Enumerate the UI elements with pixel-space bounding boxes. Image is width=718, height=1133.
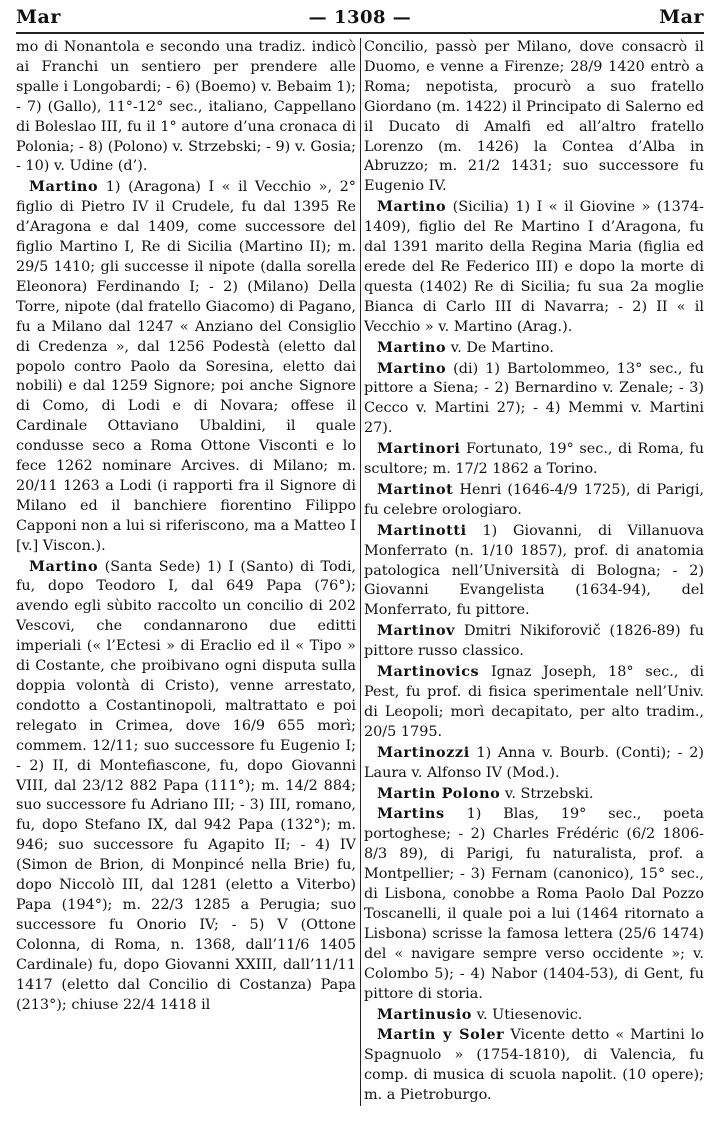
headword: Martinotti <box>376 521 467 539</box>
headword: Martin Polono <box>376 784 501 802</box>
entry-martinotti: Martinotti 1) Giovanni, di Villanuova Monferrato (n. 1/10 1857), prof. di anatomia patologica nell’Università di Bologna; - 2) Giovanni Evangelista (1634-94), del Monferrato, fu pittore. <box>364 521 704 619</box>
entry-martins: Martins 1) Blas, 19° sec., poeta portoghese; - 2) Charles Frédéric (6/2 1806-8/3 89), di Parigi, fu naturalista, prof. a Montpellier; - 3) Fernam (canonico), 15° sec., di Lisbona, conobbe a Roma Paolo Dal Pozzo Toscanelli, il quale poi a lui (1464 ritornato a Lisbona) scrisse la famosa lettera (25/6 1474) del « navigare sempre verso occidente »; v. Colombo 5); - 4) Nabor (1404-53), di Gent, fu pittore di storia. <box>364 805 704 1002</box>
headword: Martinori <box>376 440 461 458</box>
header-rule <box>16 32 704 34</box>
entry-martinusio: Martinusio v. Utiesenovic. <box>376 1005 583 1023</box>
entry-martinov: Martinov Dmitri Nikiforovič (1826-89) fu pittore russo classico. <box>364 622 704 660</box>
entry-continuation: mo di Nonantola e secondo una tradiz. indicò ai Franchi un sentiero per prendere alle spalle i Longobardi; - 6) (Boemo) v. Bebaim 1); - 7) (Gallo), 11°-12° sec., italiano, Cappellano di Boleslao III, fu il 1° autore d’una cronaca di Polonia; - 8) (Polono) v. Strzebski; - 9) v. Gosia; - 10) v. Udine (d’). <box>16 39 356 175</box>
headword: Martino <box>28 557 99 575</box>
entry-martino-de: Martino v. De Martino. <box>376 338 554 356</box>
headword: Martinov <box>376 622 456 640</box>
headword: Martino <box>376 338 447 356</box>
entry-martino-sicilia: Martino (Sicilia) 1) I « il Giovine » (1374-1409), figlio del Re Martino I d’Aragona, fu dal 1391 marito della Regina Maria (figlia ed erede del Re Federico III) e dopo la morte di questa (1402) Re di Sicilia; fu sua 2a moglie Bianca di Carlo III di Navarra; - 2) II « il Vecchio » v. Martino (Arag.). <box>364 198 704 335</box>
page-number: — 1308 — <box>308 6 412 28</box>
entry-martinori: Martinori Fortunato, 19° sec., di Roma, fu scultore; m. 17/2 1862 a Torino. <box>364 440 704 478</box>
text-columns <box>16 38 704 1106</box>
left-column <box>16 38 356 1106</box>
entry-martino-aragona: Martino 1) (Aragona) I « il Vecchio », 2° figlio di Pietro IV il Crudele, fu dal 1395 Re d’Aragona e dal 1409, come successore del figlio Martino I, Re di Sicilia (Martino II); m. 29/5 1410; gli successe il nipote (dalla sorella Eleonora) Ferdinando I; - 2) (Milano) Della Torre, nipote (dal fratello Giacomo) di Pagano, fu a Milano dal 1247 « Anziano del Consiglio di Credenza », dal 1256 Podestà (eletto dal popolo contro Paolo da Soresina, eletto dai nobili) e dal 1259 Signore; poi anche Signore di Como, di Lodi e di Novara; offese il Cardinale Ottaviano Ubaldini, il quale condusse seco a Roma Ottone Visconti e lo fece 1262 nominare Arcives. di Milano; m. 20/11 1263 a Lodi (i rapporti fra il Signore di Milano ed il banchiere fiorentino Filippo Capponi non a lui si riferiscono, ma a Matteo I [v.] Viscon.). <box>16 178 356 554</box>
entry-continuation: Concilio, passò per Milano, dove consacrò il Duomo, e venne a Firenze; 28/9 1420 entrò a Roma; nepotista, procurò a suo fratello Giordano (m. 1422) il Principato di Salerno ed il Ducato di Amalfi ed all’altro fratello Lorenzo (m. 1426) la Contea d’Alba in Abruzzo; m. 21/2 1431; suo successore fu Eugenio IV. <box>364 39 704 195</box>
entry-martin-polono: Martin Polono v. Strzebski. <box>376 784 594 802</box>
column-divider <box>360 38 361 1106</box>
running-head-left: Mar <box>16 6 61 28</box>
headword: Martino <box>376 198 447 216</box>
right-column <box>364 38 704 1106</box>
entry-martinot: Martinot Henri (1646-4/9 1725), di Parigi, fu celebre orologiaro. <box>364 480 704 518</box>
entry-martino-di: Martino (di) 1) Bartolommeo, 13° sec., fu pittore a Siena; - 2) Bernardino v. Zenale; - 3) Cecco v. Martini 27); - 4) Memmi v. Martini 27). <box>364 359 704 437</box>
headword: Martinusio <box>376 1005 472 1023</box>
headword: Martinot <box>376 480 454 498</box>
headword: Martins <box>376 805 445 823</box>
entry-martino-santa-sede: Martino (Santa Sede) 1) I (Santo) di Todi, fu, dopo Teodoro I, dal 649 Papa (76°); avendo egli sùbito raccolto un concilio di 202 Vescovi, che condannarono due editti imperiali (« l’Ectesi » di Eraclio ed il « Tipo » di Costante, che proibivano ogni disputa sulla doppia volontà di Cristo), venne arrestato, condotto a Costantinopoli, maltrattato e poi relegato in Crimea, dove 16/9 655 morì; commem. 12/11; suo successore fu Eugenio I; - 2) II, di Montefiascone, fu, dopo Giovanni VIII, dal 23/12 882 Papa (111°); m. 14/2 884; suo successore fu Adriano III; - 3) III, romano, fu, dopo Stefano IX, dal 942 Papa (132°); m. 946; suo successore fu Agapito II; - 4) IV (Simon de Brion, di Monpincé nella Brie) fu, dopo Niccolò III, dal 1281 (eletto a Viterbo) Papa (194°); m. 22/3 1285 a Perugia; suo successore fu Onorio IV; - 5) V (Ottone Colonna, di Roma, n. 1368, dall’11/6 1405 Cardinale) fu, dopo Giovanni XXIII, dall’11/11 1417 (eletto dal Concilio di Costanza) Papa (213°); chiuse 22/4 1418 il <box>16 557 356 1013</box>
headword: Martinozzi <box>376 743 470 761</box>
page-header <box>16 4 704 30</box>
headword: Martino <box>28 178 99 196</box>
entry-martinovics: Martinovics Ignaz Joseph, 18° sec., di Pest, fu prof. di fisica sperimentale nell’Univ. di Leopoli; morì decapitato, per alto tradim., 20/5 1795. <box>364 663 704 740</box>
headword: Martinovics <box>376 663 480 681</box>
headword: Martino <box>376 359 447 377</box>
entry-martinozzi: Martinozzi 1) Anna v. Bourb. (Conti); - 2) Laura v. Alfonso IV (Mod.). <box>364 743 704 781</box>
headword: Martin y Soler <box>376 1026 505 1044</box>
running-head-right: Mar <box>659 6 704 28</box>
entry-martin-y-soler: Martin y Soler Vicente detto « Martini lo Spagnuolo » (1754-1810), di Valencia, fu comp. di musica di scuola napolit. (10 opere); m. a Pietroburgo. <box>364 1026 704 1104</box>
